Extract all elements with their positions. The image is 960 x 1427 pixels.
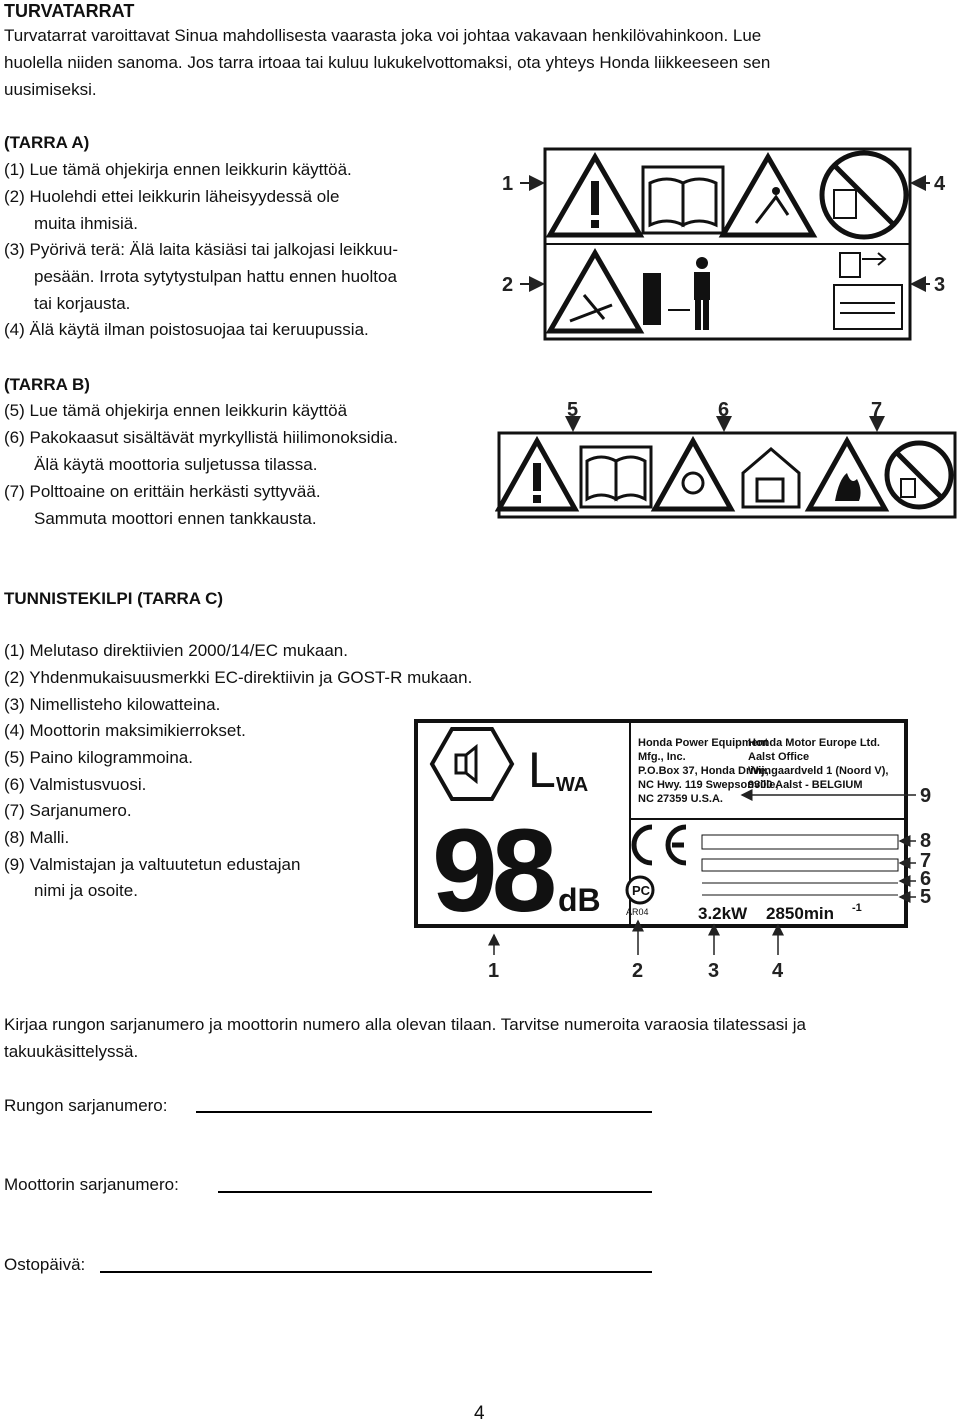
tarra-a-line: (2) Huolehdi ettei leikkurin läheisyydessä ole <box>4 187 340 206</box>
page-heading: TURVATARRAT <box>4 1 135 21</box>
svg-text:2: 2 <box>632 960 644 982</box>
lwa-subscript: WA <box>556 774 589 796</box>
tarra-c-line: (6) Valmistusvuosi. <box>4 775 147 794</box>
callout-3 <box>912 274 945 296</box>
svg-text:8: 8 <box>920 830 932 852</box>
svg-text:P.O.Box 37, Honda Drive,: P.O.Box 37, Honda Drive, <box>638 765 769 777</box>
tarra-a-line: tai korjausta. <box>34 294 131 313</box>
intro-line: Turvatarrat varoittavat Sinua mahdollisesta vaarasta joka voi johtaa vakavaan henkilövahinkoon. Lue <box>4 26 762 45</box>
tarra-b-line: Älä käytä moottoria suljetussa tilassa. <box>34 455 318 474</box>
svg-text:6: 6 <box>718 399 730 421</box>
frame-serial-label: Rungon sarjanumero: <box>4 1096 168 1115</box>
tarra-a-line: (4) Älä käytä ilman poistosuojaa tai keruupussia. <box>4 320 369 339</box>
svg-text:4: 4 <box>934 173 946 195</box>
svg-text:Honda Motor Europe Ltd.: Honda Motor Europe Ltd. <box>748 737 880 749</box>
tarra-a-line: pesään. Irrota sytytystulpan hattu ennen huoltoa <box>34 267 397 286</box>
gost-code: AR04 <box>626 907 649 917</box>
tarra-b-line: (6) Pakokaasut sisältävät myrkyllistä hiilimonoksidia. <box>4 428 398 447</box>
svg-text:9: 9 <box>920 785 932 807</box>
svg-text:5: 5 <box>567 399 579 421</box>
tarra-a-line: (1) Lue tämä ohjekirja ennen leikkurin käyttöä. <box>4 160 352 179</box>
identification-plate-figure <box>410 715 960 985</box>
tarra-c-line: (5) Paino kilogrammoina. <box>4 748 193 767</box>
svg-text:3: 3 <box>934 274 946 296</box>
rated-power: 3.2kW <box>698 904 748 923</box>
tarra-c-line: nimi ja osoite. <box>34 881 138 900</box>
svg-text:5: 5 <box>920 886 932 908</box>
tarra-c-line: (9) Valmistajan ja valtuutetun edustajan <box>4 855 301 874</box>
callout-1 <box>502 173 543 195</box>
max-rpm-exponent: -1 <box>852 902 862 914</box>
svg-text:4: 4 <box>772 960 784 982</box>
tarra-a-line: muita ihmisiä. <box>34 214 138 233</box>
callout-2 <box>502 274 543 296</box>
tarra-a-label-figure <box>500 145 960 345</box>
tarra-c-line: (2) Yhdenmukaisuusmerkki EC-direktiivin ja GOST-R mukaan. <box>4 668 473 687</box>
tarra-a-line: (3) Pyörivä terä: Älä laita käsiäsi tai jalkojasi leikkuu- <box>4 240 398 259</box>
callout-4 <box>772 925 784 982</box>
frame-serial-field[interactable] <box>196 1111 652 1113</box>
max-rpm: 2850min <box>766 904 835 923</box>
svg-text:Honda Power Equipment: Honda Power Equipment <box>638 737 769 749</box>
svg-text:Mfg., Inc.: Mfg., Inc. <box>638 751 686 763</box>
lwa-symbol: L <box>528 742 556 798</box>
callout-6 <box>718 399 729 430</box>
engine-serial-label: Moottorin sarjanumero: <box>4 1175 179 1194</box>
tarra-b-title: (TARRA B) <box>4 375 90 394</box>
noise-unit: dB <box>558 882 601 918</box>
callout-3 <box>708 925 719 982</box>
svg-text:2: 2 <box>502 274 514 296</box>
engine-serial-field[interactable] <box>218 1191 652 1193</box>
svg-text:7: 7 <box>920 850 932 872</box>
purchase-date-label: Ostopäivä: <box>4 1255 86 1274</box>
svg-text:NC Hwy. 119 Swepsonville,: NC Hwy. 119 Swepsonville, <box>638 779 779 791</box>
purchase-date-field[interactable] <box>100 1271 652 1273</box>
tarra-b-line: Sammuta moottori ennen tankkausta. <box>34 509 317 528</box>
tarra-c-title: TUNNISTEKILPI (TARRA C) <box>4 589 224 608</box>
record-instruction: takuukäsittelyssä. <box>4 1042 139 1061</box>
svg-text:3: 3 <box>708 960 720 982</box>
tarra-b-label-figure <box>495 395 960 525</box>
callout-4 <box>912 173 946 195</box>
callout-2 <box>632 921 643 982</box>
tarra-c-line: (8) Malli. <box>4 828 70 847</box>
svg-text:7: 7 <box>871 399 883 421</box>
svg-text:1: 1 <box>488 960 500 982</box>
record-instruction: Kirjaa rungon sarjanumero ja moottorin numero alla olevan tilaan. Tarvitse numeroita varaosia tilatessasi ja <box>4 1015 806 1034</box>
tarra-c-line: (4) Moottorin maksimikierrokset. <box>4 721 246 740</box>
tarra-c-line: (3) Nimellisteho kilowatteina. <box>4 695 221 714</box>
tarra-b-line: (5) Lue tämä ohjekirja ennen leikkurin käyttöä <box>4 401 348 420</box>
svg-text:NC 27359 U.S.A.: NC 27359 U.S.A. <box>638 793 723 805</box>
tarra-b-line: (7) Polttoaine on erittäin herkästi syttyvää. <box>4 482 321 501</box>
tarra-a-title: (TARRA A) <box>4 133 90 152</box>
noise-value: 98 <box>432 805 552 937</box>
svg-text:Wijngaardveld 1 (Noord V),: Wijngaardveld 1 (Noord V), <box>748 765 889 777</box>
svg-text:PC: PC <box>632 883 651 898</box>
callout-7 <box>871 399 882 430</box>
intro-line: huolella niiden sanoma. Jos tarra irtoaa tai kuluu lukukelvottomaksi, ota yhteys Honda liikkeeseen sen <box>4 53 771 72</box>
svg-text:9300 Aalst - BELGIUM: 9300 Aalst - BELGIUM <box>748 779 863 791</box>
svg-text:Aalst Office: Aalst Office <box>748 751 810 763</box>
svg-text:1: 1 <box>502 173 514 195</box>
intro-line: uusimiseksi. <box>4 80 97 99</box>
callout-5 <box>567 399 578 430</box>
svg-text:6: 6 <box>920 868 932 890</box>
callout-1 <box>488 935 499 982</box>
tarra-c-line: (7) Sarjanumero. <box>4 801 132 820</box>
gost-r-mark-icon <box>627 877 653 903</box>
page-number: 4 <box>474 1403 485 1424</box>
tarra-c-line: (1) Melutaso direktiivien 2000/14/EC mukaan. <box>4 641 348 660</box>
